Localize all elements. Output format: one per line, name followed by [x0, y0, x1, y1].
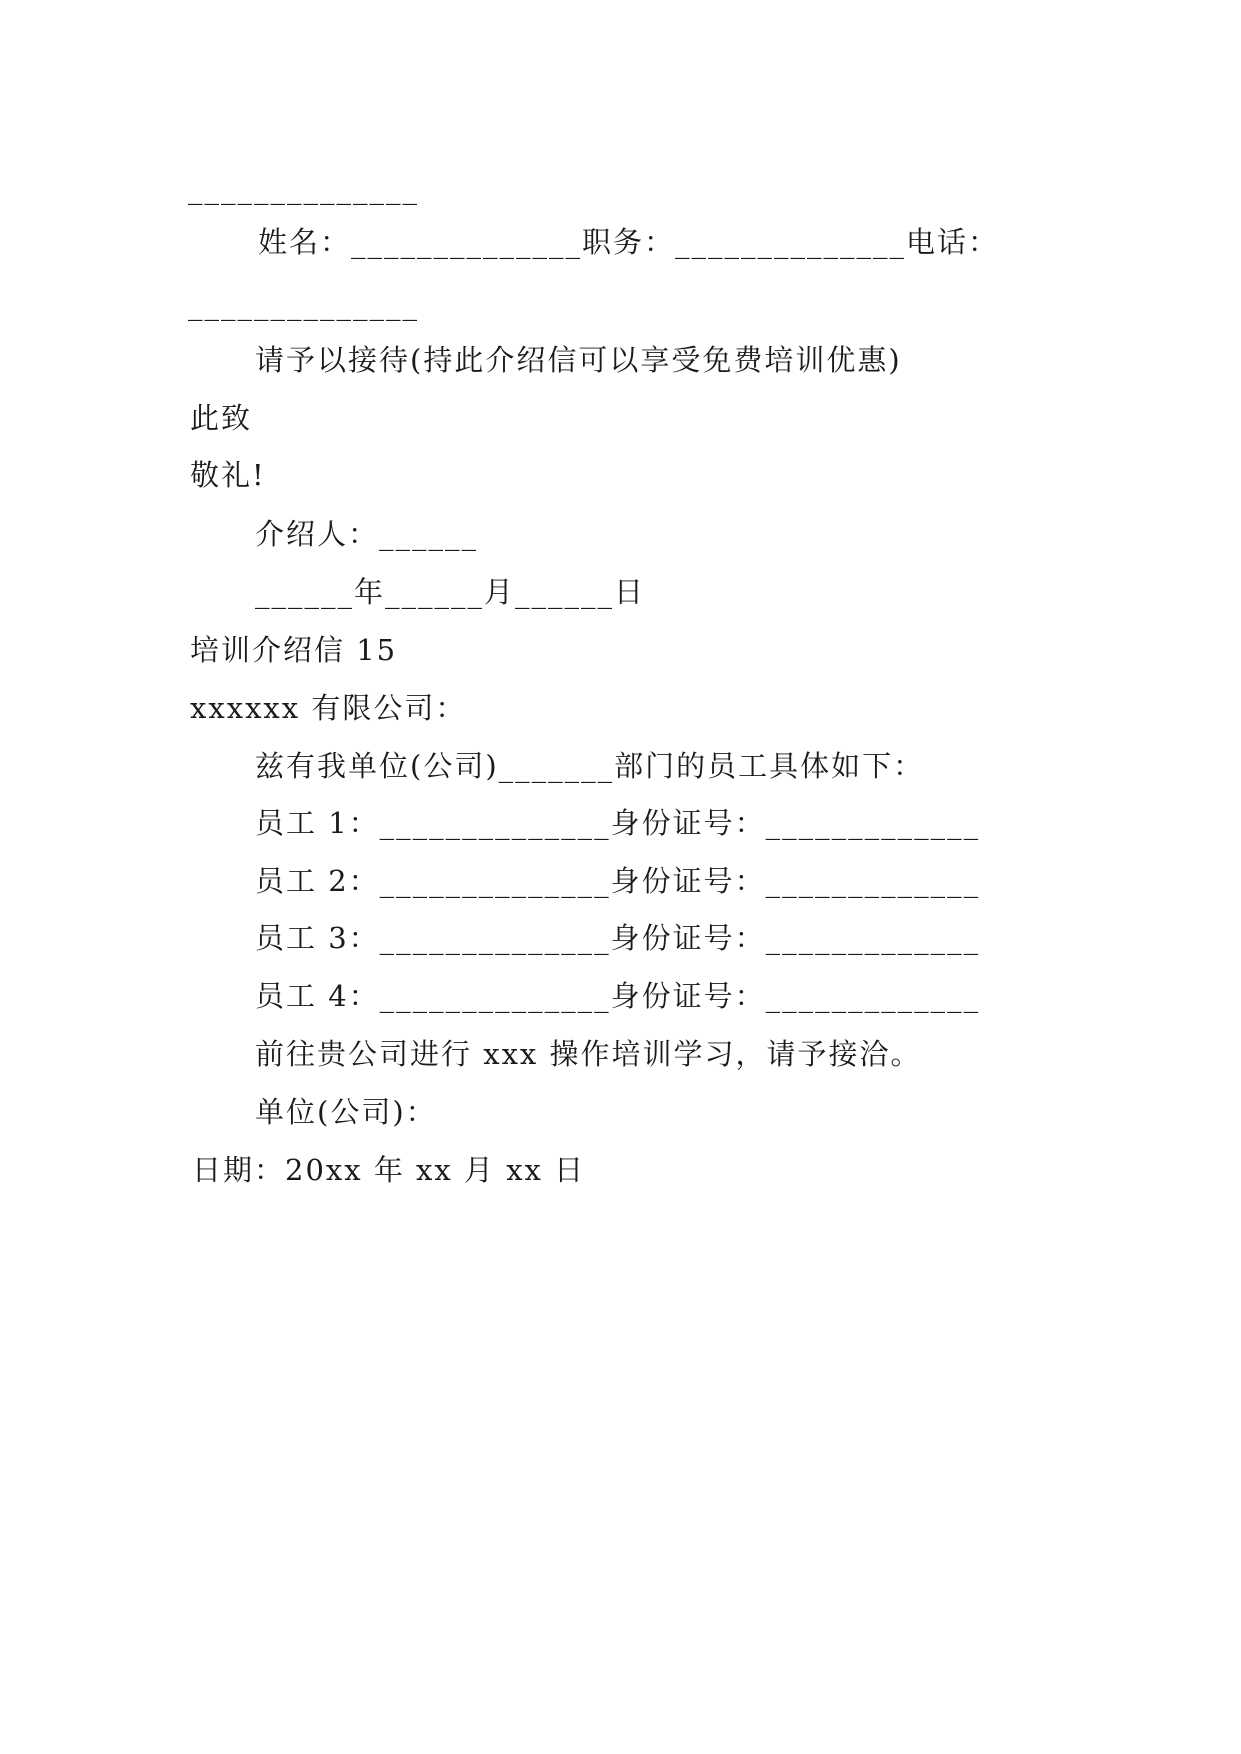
- closing-line-1: 此致: [190, 401, 253, 435]
- contact-blank-line: ______________: [188, 287, 419, 321]
- employee-line-4: 员工 4：______________身份证号：_____________: [255, 979, 981, 1013]
- employee-line-2: 员工 2：______________身份证号：_____________: [255, 864, 981, 898]
- unit-line: 单位(公司)：: [255, 1095, 437, 1129]
- employee-line-1: 员工 1：______________身份证号：_____________: [255, 806, 981, 840]
- intro-line: 兹有我单位(公司)_______部门的员工具体如下：: [255, 749, 925, 783]
- employee-line-3: 员工 3：______________身份证号：_____________: [255, 921, 981, 955]
- top-blank-line: ______________: [188, 171, 419, 205]
- date-line-a: ______年______月______日: [255, 575, 646, 609]
- closing-line-2: 敬礼!: [190, 458, 266, 492]
- date-line-b: 日期：20xx 年 xx 月 xx 日: [192, 1153, 586, 1187]
- purpose-line: 前往贵公司进行 xxx 操作培训学习，请予接洽。: [255, 1037, 922, 1071]
- recipient-line: xxxxxx 有限公司：: [190, 691, 467, 725]
- introducer-line: 介绍人：______: [255, 517, 479, 551]
- letter-title: 培训介绍信 15: [190, 633, 398, 667]
- contact-line: 姓名：______________职务：______________电话：: [258, 225, 1000, 259]
- request-text: 请予以接待(持此介绍信可以享受免费培训优惠): [255, 343, 902, 377]
